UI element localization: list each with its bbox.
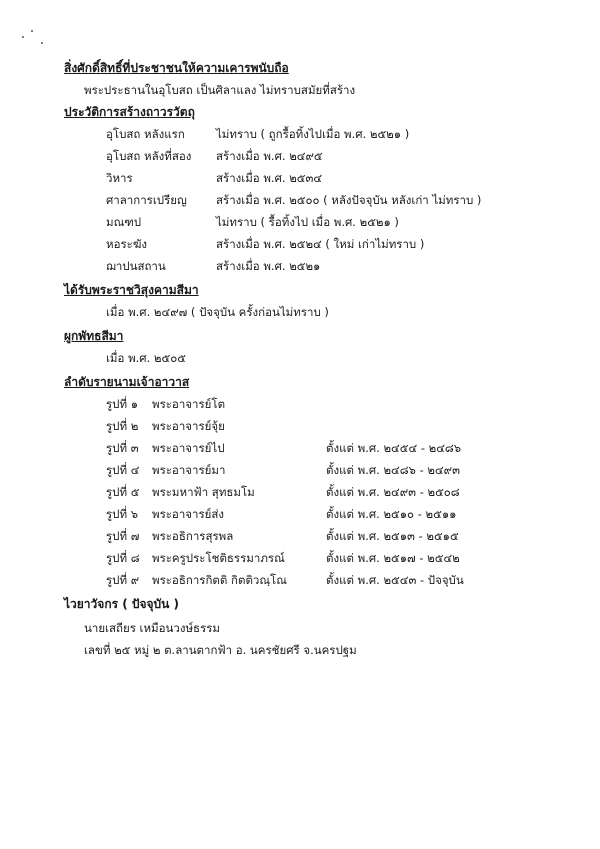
visungkama-text: เมื่อ พ.ศ. ๒๔๙๗ ( ปัจจุบัน ครั้งก่อนไม่ทราบ ) (106, 305, 329, 319)
history-value: สร้างเมื่อ พ.ศ. ๒๕๒๔ ( ใหม่ เก่าไม่ทราบ ) (216, 237, 425, 251)
visungkama-heading: ได้รับพระราชวิสุงคามสีมา (64, 283, 199, 297)
abbot-order: รูปที่ ๔ (106, 463, 140, 477)
abbot-order: รูปที่ ๖ (106, 507, 139, 521)
scan-speck (31, 30, 33, 32)
phukphatsima-heading: ผูกพัทธสีมา (64, 329, 124, 343)
abbot-order: รูปที่ ๒ (106, 419, 139, 433)
abbot-name: พระอธิการสุรพล (152, 529, 234, 543)
abbot-order: รูปที่ ๑ (106, 397, 139, 411)
history-value: ไม่ทราบ ( ถูกรื้อทิ้งไปเมื่อ พ.ศ. ๒๕๒๑ ) (216, 127, 410, 141)
history-label: ฌาปนสถาน (106, 259, 166, 273)
abbot-term: ตั้งแต่ พ.ศ. ๒๔๘๖ - ๒๔๙๓ (326, 463, 460, 477)
abbot-term: ตั้งแต่ พ.ศ. ๒๔๙๓ - ๒๕๐๘ (326, 485, 460, 499)
abbot-name: พระอาจารย์โต (152, 397, 226, 411)
phukphatsima-text: เมื่อ พ.ศ. ๒๕๐๕ (106, 351, 186, 365)
sacred-text: พระประธานในอุโบสถ เป็นศิลาแลง ไม่ทราบสมัยที่สร้าง (84, 83, 356, 97)
steward-address: เลขที่ ๒๕ หมู่ ๒ ต.ลานตากฟ้า อ. นครชัยศรี จ.นครปฐม (84, 643, 357, 657)
history-label: มณฑป (106, 215, 142, 229)
history-label: ศาลาการเปรียญ (106, 193, 187, 207)
abbot-name: พระอาจารย์ส่ง (152, 507, 225, 521)
abbot-order: รูปที่ ๗ (106, 529, 140, 543)
abbot-order: รูปที่ ๕ (106, 485, 140, 499)
history-value: สร้างเมื่อ พ.ศ. ๒๕๓๔ (216, 171, 323, 185)
history-value: สร้างเมื่อ พ.ศ. ๒๕๐๐ ( หลังปัจจุบัน หลังเก่า ไม่ทราบ ) (216, 193, 482, 207)
sacred-heading: สิ่งศักดิ์สิทธิ์ที่ประชาชนให้ความเคารพนับถือ (64, 61, 289, 75)
abbot-name: พระอาจารย์จุ้ย (152, 419, 225, 433)
steward-heading: ไวยาวัจกร ( ปัจจุบัน ) (64, 597, 180, 611)
scan-speck (41, 42, 43, 44)
abbot-term: ตั้งแต่ พ.ศ. ๒๕๑๐ - ๒๕๑๑ (326, 507, 457, 521)
abbot-name: พระอธิการกิตติ กิตติวณฺโณ (152, 573, 287, 587)
history-label: หอระฆัง (106, 237, 147, 251)
abbot-order: รูปที่ ๘ (106, 551, 140, 565)
abbot-term: ตั้งแต่ พ.ศ. ๒๔๕๔ - ๒๔๘๖ (326, 441, 462, 455)
abbot-name: พระอาจารย์ไป (152, 441, 225, 455)
history-label: อุโบสถ หลังที่สอง (106, 149, 192, 163)
history-value: ไม่ทราบ ( รื้อทิ้งไป เมื่อ พ.ศ. ๒๕๒๑ ) (216, 215, 399, 229)
abbot-name: พระมหาฟ้า สุทธมโม (152, 485, 255, 499)
abbot-term: ตั้งแต่ พ.ศ. ๒๕๑๓ - ๒๕๑๕ (326, 529, 459, 543)
steward-name: นายเสถียร เหมือนวงษ์ธรรม (84, 621, 221, 635)
history-heading: ประวัติการสร้างถาวรวัตถุ (64, 105, 195, 119)
abbot-name: พระอาจารย์มา (152, 463, 226, 477)
abbot-order: รูปที่ ๙ (106, 573, 140, 587)
history-label: อุโบสถ หลังแรก (106, 127, 185, 141)
abbot-order: รูปที่ ๓ (106, 441, 139, 455)
abbot-term: ตั้งแต่ พ.ศ. ๒๕๑๗ - ๒๕๔๒ (326, 551, 460, 565)
history-value: สร้างเมื่อ พ.ศ. ๒๕๒๑ (216, 259, 321, 273)
scan-speck (22, 36, 24, 38)
abbot-term: ตั้งแต่ พ.ศ. ๒๕๔๓ - ปัจจุบัน (326, 573, 464, 587)
history-label: วิหาร (106, 171, 133, 185)
history-value: สร้างเมื่อ พ.ศ. ๒๔๙๕ (216, 149, 323, 163)
abbot-name: พระครูประโชติธรรมาภรณ์ (152, 551, 285, 565)
abbots-heading: ลำดับรายนามเจ้าอาวาส (64, 375, 190, 389)
